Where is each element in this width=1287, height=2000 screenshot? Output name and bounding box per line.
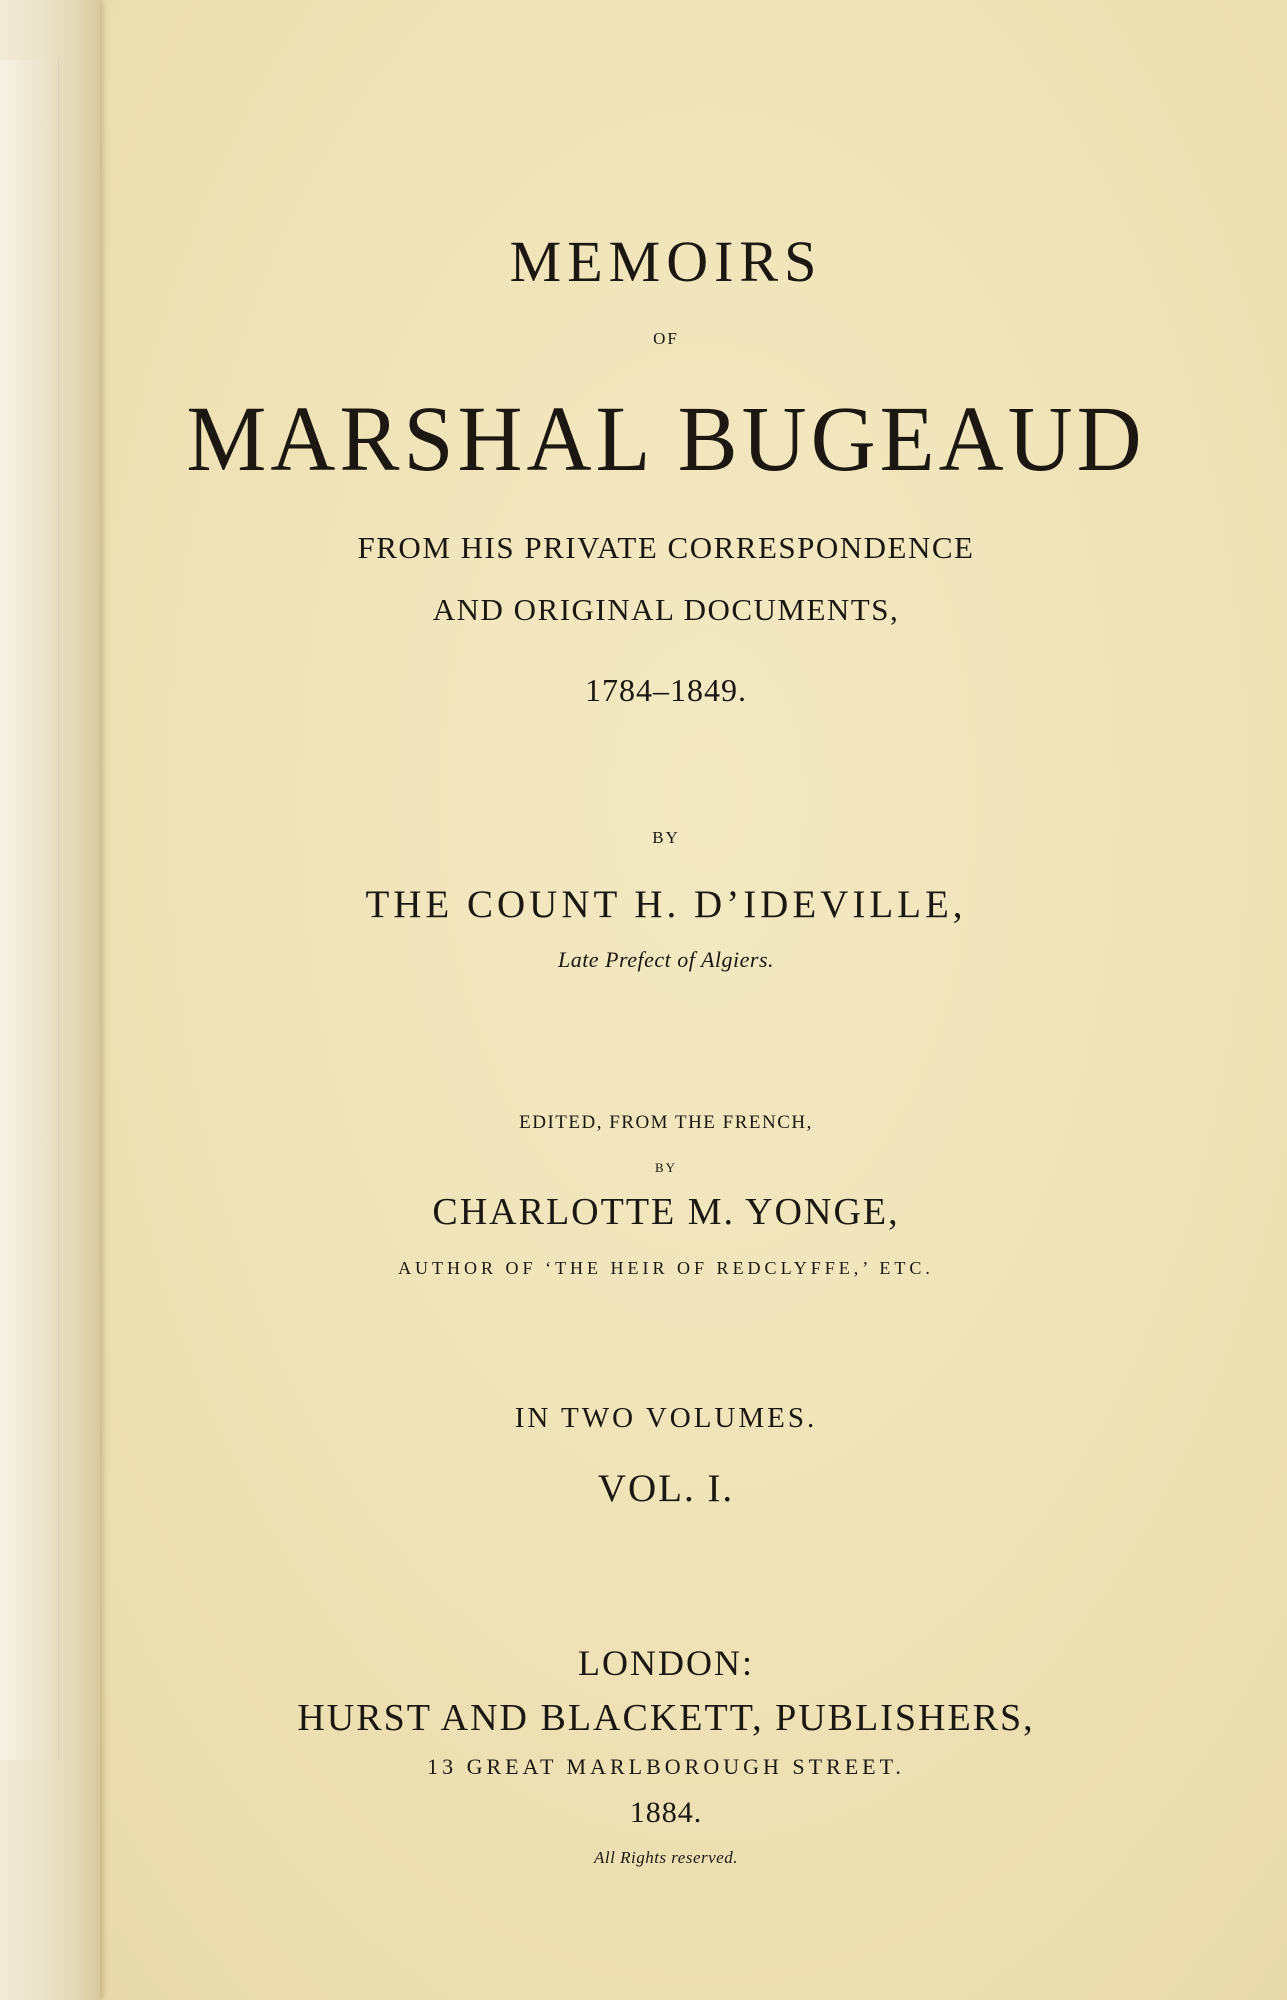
date-range: 1784–1849. xyxy=(585,672,747,708)
editor-by-label: BY xyxy=(654,1160,678,1175)
rights-notice: All Rights reserved. xyxy=(594,1848,738,1867)
main-title: MARSHAL BUGEAUD xyxy=(186,388,1146,491)
subtitle-line-1: FROM HIS PRIVATE CORRESPONDENCE xyxy=(357,530,975,565)
editor-note: AUTHOR OF ‘THE HEIR OF REDCLYFFE,’ ETC. xyxy=(398,1258,934,1278)
publisher-name: HURST AND BLACKETT, PUBLISHERS, xyxy=(297,1697,1035,1739)
publisher-address: 13 GREAT MARLBOROUGH STREET. xyxy=(427,1754,905,1779)
edited-line: EDITED, FROM THE FRENCH, xyxy=(519,1112,813,1133)
by-label: BY xyxy=(652,828,680,847)
volumes-line: IN TWO VOLUMES. xyxy=(514,1402,818,1434)
author-role: Late Prefect of Algiers. xyxy=(557,947,775,972)
volume-number: VOL. I. xyxy=(597,1467,735,1510)
author-name: THE COUNT H. D’IDEVILLE, xyxy=(365,883,967,926)
subtitle-line-2: AND ORIGINAL DOCUMENTS, xyxy=(432,592,900,627)
title-of: OF xyxy=(653,329,679,348)
editor-name: CHARLOTTE M. YONGE, xyxy=(432,1191,900,1233)
imprint-city: LONDON: xyxy=(578,1643,754,1683)
publication-year: 1884. xyxy=(629,1796,703,1829)
title-memoirs: MEMOIRS xyxy=(509,229,823,294)
